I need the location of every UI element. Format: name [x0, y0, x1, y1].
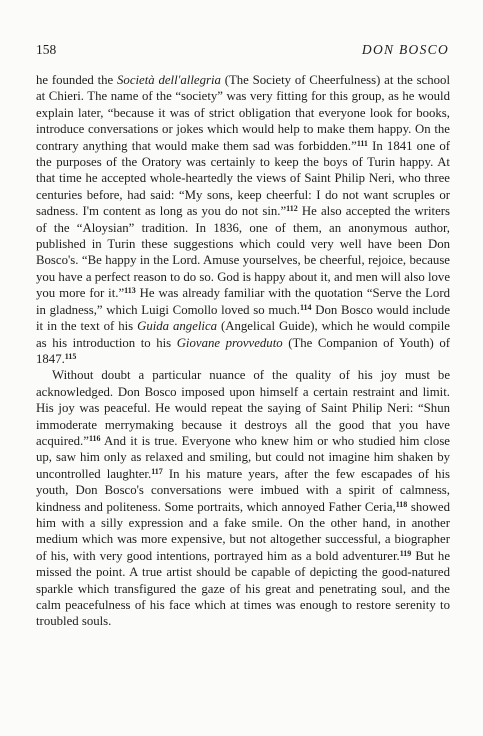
footnote-ref: 119: [399, 548, 412, 558]
text-run: (Angelical Guide), which he would compile as his introduction to his: [36, 319, 450, 350]
italic-title: Società dell'allegria: [117, 73, 221, 87]
paragraph: [36, 367, 450, 630]
text-run: And it is true. Everyone who knew him or who studied him close up, saw him only as relaxed and smiling, but could not imagine him shaken by uncontrolled laughter.: [36, 433, 450, 481]
text-run: He also accepted the writers of the “Aloysian” tradition. In 1836, one of them, an anonymous author, published in Turin these suggestions which could very well have been Don Bosco's. “Be happy in the Lord. Amuse yourselves, be cheerful, rejoice, because you have a perfect reason to do so. God is happy about it, and men will also love you more for it.”: [36, 204, 450, 301]
running-title: DON BOSCO: [361, 42, 449, 57]
text-run: In his mature years, after the few escapades of his youth, Don Bosco's conversations were imbued with a spirit of calmness, kindness and politeness. Some portraits, which annoyed Father Ceria,: [36, 466, 450, 514]
footnote-ref: 115: [64, 351, 77, 361]
text-run: He was already familiar with the quotation “Serve the Lord in gladness,” which Luigi Comollo loved so much.: [36, 286, 450, 317]
body-text: [36, 72, 450, 630]
footnote-ref: 112: [286, 204, 298, 214]
text-run: In 1841 one of the purposes of the Oratory was certainly to keep the boys of Turin happy. At that time he accepted whole-heartedly the views of Saint Philip Neri, who three centuries before, had said: “My sons, keep cheerful: I do not want scruples or sadness. I'm content as long as you do not sin.”: [36, 138, 450, 219]
footnote-ref: 111: [356, 138, 368, 148]
paragraph: [36, 72, 450, 367]
footnote-ref: 114: [299, 302, 312, 312]
italic-title: Giovane provveduto: [176, 335, 283, 350]
footnote-ref: 113: [124, 286, 136, 296]
text-run: showed him with a silly expression and a fake smile. On the other hand, in another medium which was more expensive, but not altogether successful, a biographer of his, with very good intentions, portrayed him as a bold adventurer.: [36, 499, 451, 563]
page-header: [36, 42, 449, 58]
text-run: he founded the: [36, 73, 118, 87]
footnote-ref: 116: [88, 433, 101, 443]
text-run: (The Society of Cheerfulness) at the school at Chieri. The name of the “society” was very fitting for this group, as he would explain later, “because it was of strict obligation that everyone look for books, introduce conversations or jokes which would help to make them happy. On the contrary anything that would make them sad was forbidden.”: [36, 73, 450, 153]
footnote-ref: 118: [395, 499, 408, 509]
text-run: Don Bosco would include it in the text of his: [36, 302, 450, 334]
page-number: 158: [36, 42, 57, 57]
text-run: Without doubt a particular nuance of the quality of his joy must be acknowledged. Don Bosco imposed upon himself a certain restraint and limit. His joy was peaceful. He would repeat the saying of Saint Philip Neri: “Shun immoderate merrymaking because it destroys all the good that you have acquired.”: [36, 368, 450, 448]
text-run: But he missed the point. A true artist should be capable of depicting the good-natured sparkle which transfigured the gaze of his great and penetrating soul, and the calm peacefulness of his face which at times was enough to restore serenity to troubled souls.: [36, 548, 450, 629]
text-run: (The Companion of Youth) of 1847.: [36, 335, 451, 366]
footnote-ref: 117: [151, 466, 163, 476]
italic-title: Guida angelica: [137, 319, 218, 334]
